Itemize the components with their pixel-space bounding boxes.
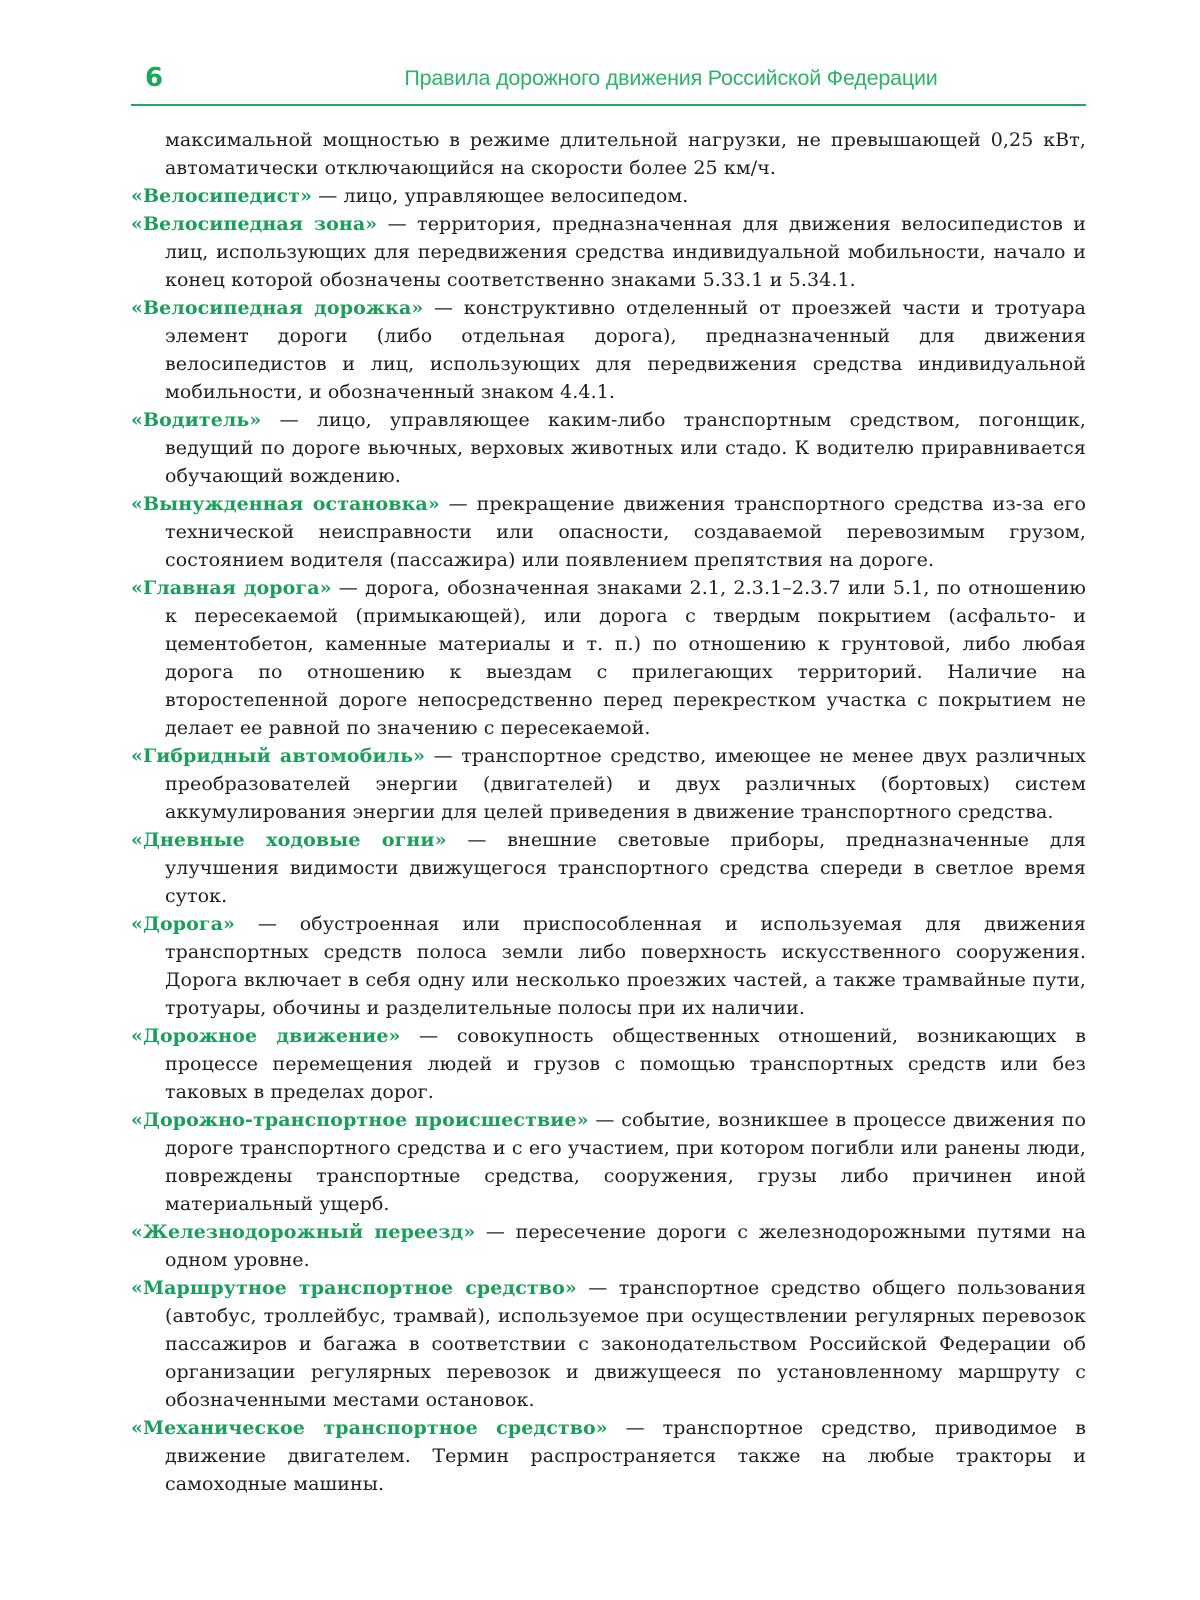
page-header — [131, 58, 1086, 104]
definition-term: «Велосипедная зона» — [131, 213, 378, 235]
definition-text: — событие, возникшее в процессе движения по дороге транспортного средства и с его участием, при котором погибли или ранены люди, повреждены транспортные средства, сооружения, грузы либо причинен иной материальный ущерб. — [165, 1109, 1086, 1215]
definition-term: «Главная дорога» — [131, 577, 332, 599]
definition-text: — транспортное средство, имеющее не менее двух различных преобразователей энергии (двигателей) и двух различных (бортовых) систем аккумулирования энергии для целей приведения в движение транспортного средства. — [165, 745, 1087, 823]
definition-text: — транспортное средство общего пользования (автобус, троллейбус, трамвай), используемое при осуществлении регулярных перевозок пассажиров и багажа в соответствии с законодательством Российской Федерации об организации регулярных перевозок и движущееся по установленному маршруту с обозначенными местами остановок. — [165, 1277, 1086, 1411]
definition-entry — [131, 1106, 1086, 1218]
definition-text: — лицо, управляющее каким-либо транспортным средством, погонщик, ведущий по дороге вьючных, верховых животных или стадо. К водителю приравнивается обучающий вождению. — [165, 409, 1086, 487]
definition-term: «Гибридный автомобиль» — [131, 745, 426, 767]
definition-term: «Маршрутное транспортное средство» — [131, 1277, 577, 1299]
definition-term: «Вынужденная остановка» — [131, 493, 440, 515]
definition-text: — конструктивно отделенный от проезжей части и тротуара элемент дороги (либо отдельная дорога), предназначенный для движения велосипедистов и лиц, использующих для передвижения средства индивидуальной мобильности, и обозначенный знаком 4.4.1. — [165, 297, 1086, 403]
page-number: 6 — [145, 63, 164, 93]
definition-text: — совокупность общественных отношений, возникающих в процессе перемещения людей и грузов с помощью транспортных средств или без таковых в пределах дорог. — [165, 1025, 1086, 1103]
running-title: Правила дорожного движения Российской Федерации — [404, 66, 938, 90]
definition-entry — [131, 1022, 1086, 1106]
definition-term: «Механическое транспортное средство» — [131, 1417, 608, 1439]
definition-entry — [131, 490, 1086, 574]
definition-text: — лицо, управляющее велосипедом. — [312, 185, 689, 207]
definition-entry — [131, 910, 1086, 1022]
definition-entry — [131, 182, 1086, 210]
definition-term: «Дневные ходовые огни» — [131, 829, 447, 851]
definition-term: «Водитель» — [131, 409, 262, 431]
definition-entry — [131, 1414, 1086, 1498]
definition-entry — [131, 826, 1086, 910]
definition-text: — внешние световые приборы, предназначенные для улучшения видимости движущегося транспортного средства спереди в светлое время суток. — [165, 829, 1086, 907]
definition-text: — территория, предназначенная для движения велосипедистов и лиц, использующих для передвижения средства индивидуальной мобильности, начало и конец которой обозначены соответственно знаками 5.33.1 и 5.34.1. — [165, 213, 1086, 291]
definition-text: — обустроенная или приспособленная и используемая для движения транспортных средств полоса земли либо поверхность искусственного сооружения. Дорога включает в себя одну или несколько проезжих частей, а также трамвайные пути, тротуары, обочины и разделительные полосы при их наличии. — [165, 913, 1086, 1019]
definition-term: «Железнодорожный переезд» — [131, 1221, 476, 1243]
definition-term: «Велосипедная дорожка» — [131, 297, 424, 319]
definition-term: «Дорожно-транспортное происшествие» — [131, 1109, 589, 1131]
definition-entry — [131, 574, 1086, 742]
header-divider — [131, 104, 1086, 106]
definition-text: — пересечение дороги с железнодорожными путями на одном уровне. — [165, 1221, 1087, 1271]
definition-entry — [131, 406, 1086, 490]
definition-term: «Дорожное движение» — [131, 1025, 401, 1047]
definition-text: — прекращение движения транспортного средства из-за его технической неисправности или опасности, создаваемой перевозимым грузом, состоянием водителя (пассажира) или появлением препятствия на дороге. — [165, 493, 1086, 571]
continuation-text: максимальной мощностью в режиме длительной нагрузки, не превышающей 0,25 кВт, автоматически отключающийся на скорости более 25 км/ч. — [165, 129, 1086, 179]
definitions-list — [131, 126, 1086, 1498]
definition-entry — [131, 1218, 1086, 1274]
definition-text: — дорога, обозначенная знаками 2.1, 2.3.1–2.3.7 или 5.1, по отношению к пересекаемой (примыкающей), или дорога с твердым покрытием (асфальто- и цементобетон, каменные материалы и т. п.) по отношению к грунтовой, либо любая дорога по отношению к выездам с прилегающих территорий. Наличие на второстепенной дороге непосредственно перед перекрестком участка с покрытием не делает ее равной по значению с пересекаемой. — [165, 577, 1086, 739]
definition-text: — транспортное средство, приводимое в движение двигателем. Термин распространяется также на любые тракторы и самоходные машины. — [165, 1417, 1086, 1495]
definition-term: «Велосипедист» — [131, 185, 313, 207]
definition-entry — [131, 294, 1086, 406]
definition-term: «Дорога» — [131, 913, 236, 935]
definition-entry — [131, 742, 1086, 826]
definition-entry — [131, 210, 1086, 294]
definition-entry — [131, 1274, 1086, 1414]
